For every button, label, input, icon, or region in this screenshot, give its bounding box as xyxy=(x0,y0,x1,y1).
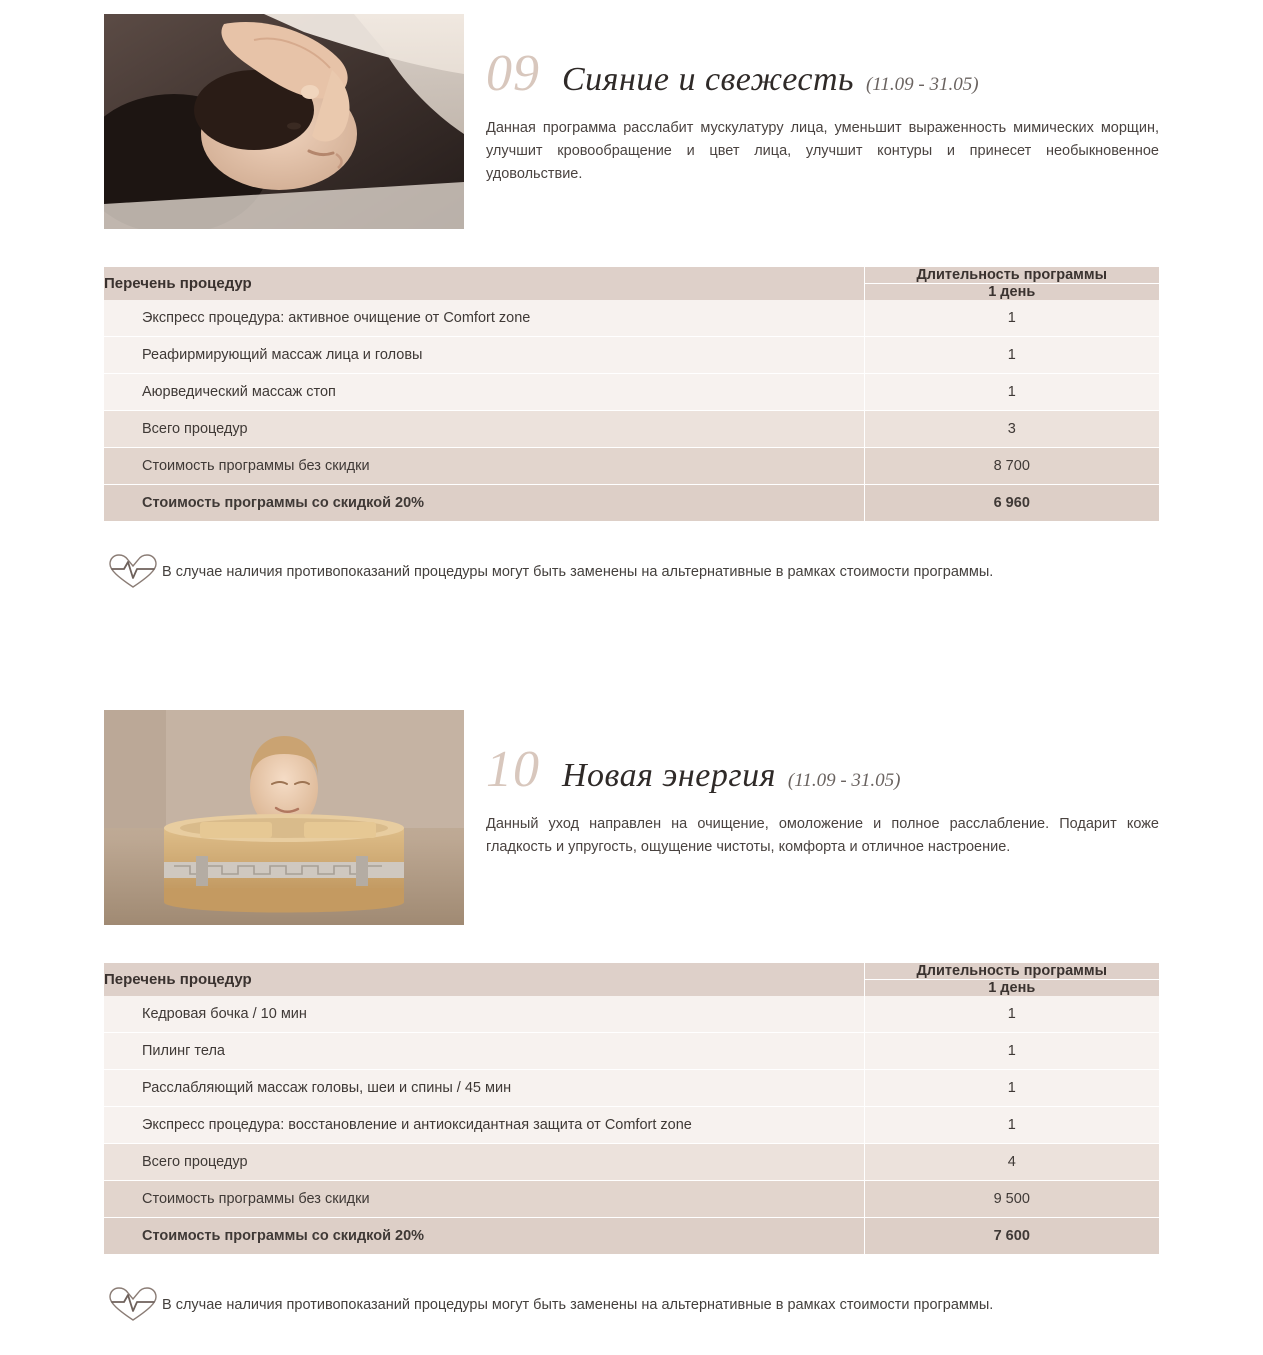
table-row-price-discount xyxy=(104,1218,1159,1255)
table-row-price-full xyxy=(104,448,1159,485)
procedure-name: Расслабляющий массаж головы, шеи и спины / 45 мин xyxy=(104,1070,864,1107)
procedure-name: Пилинг тела xyxy=(104,1033,864,1070)
table-header-row xyxy=(104,267,1159,284)
procedure-name: Аюрведический массаж стоп xyxy=(104,374,864,411)
procedure-name: Экспресс процедура: восстановление и антиоксидантная защита от Comfort zone xyxy=(104,1107,864,1144)
procedure-count: 1 xyxy=(864,1070,1159,1107)
procedure-name: Стоимость программы со скидкой 20% xyxy=(104,1218,864,1255)
procedure-name: Кедровая бочка / 10 мин xyxy=(104,996,864,1033)
procedure-name: Стоимость программы без скидки xyxy=(104,448,864,485)
procedure-count: 1 xyxy=(864,300,1159,337)
procedure-name: Экспресс процедура: активное очищение от Comfort zone xyxy=(104,300,864,337)
header-days-label: 1 день xyxy=(864,980,1159,997)
procedure-count: 3 xyxy=(864,411,1159,448)
procedure-count: 8 700 xyxy=(864,448,1159,485)
note-text: В случае наличия противопоказаний процедуры могут быть заменены на альтернативные в рамках стоимости программы. xyxy=(162,1296,994,1313)
note-text: В случае наличия противопоказаний процедуры могут быть заменены на альтернативные в рамках стоимости программы. xyxy=(162,563,994,580)
program-title-area xyxy=(464,14,1159,201)
program-block-09 xyxy=(0,14,1263,522)
program-number: 09 xyxy=(486,45,540,102)
header-duration-label: Длительность программы xyxy=(864,267,1159,284)
table-row xyxy=(104,1107,1159,1144)
table-row xyxy=(104,1070,1159,1107)
procedure-count: 7 600 xyxy=(864,1218,1159,1255)
procedure-name: Всего процедур xyxy=(104,1144,864,1181)
title-row xyxy=(486,45,1159,102)
header-days-label: 1 день xyxy=(864,284,1159,301)
program-header xyxy=(104,14,1159,229)
table-row-price-discount xyxy=(104,485,1159,522)
program-description: Данная программа расслабит мускулатуру лица, уменьшит выраженность мимических морщин, улучшит кровообращение и цвет лица, улучшит контуры и принесет необыкновенное удовольствие. xyxy=(486,120,1159,183)
procedure-name: Стоимость программы со скидкой 20% xyxy=(104,485,864,522)
procedure-count: 1 xyxy=(864,996,1159,1033)
program-header xyxy=(104,710,1159,925)
procedure-count: 1 xyxy=(864,374,1159,411)
title-row xyxy=(486,741,1159,798)
program-block-10 xyxy=(0,710,1263,1255)
heartbeat-icon xyxy=(104,552,162,592)
procedure-count: 1 xyxy=(864,337,1159,374)
program-photo-facial-massage xyxy=(104,14,464,229)
procedure-count: 9 500 xyxy=(864,1181,1159,1218)
table-row xyxy=(104,300,1159,337)
table-row xyxy=(104,996,1159,1033)
procedure-count: 6 960 xyxy=(864,485,1159,522)
program-number: 10 xyxy=(486,741,540,798)
procedure-count: 1 xyxy=(864,1033,1159,1070)
program-title: Сияние и свежесть xyxy=(562,61,854,98)
procedure-name: Всего процедур xyxy=(104,411,864,448)
note-10 xyxy=(0,1285,1263,1325)
procedures-table-10 xyxy=(104,963,1159,1255)
program-dates: (11.09 - 31.05) xyxy=(865,74,979,95)
program-photo-cedar-barrel xyxy=(104,710,464,925)
table-row xyxy=(104,374,1159,411)
header-procedures-label: Перечень процедур xyxy=(104,267,864,300)
program-dates: (11.09 - 31.05) xyxy=(787,770,901,791)
procedure-name: Стоимость программы без скидки xyxy=(104,1181,864,1218)
table-row-price-full xyxy=(104,1181,1159,1218)
table-row xyxy=(104,337,1159,374)
program-title-area xyxy=(464,710,1159,874)
table-header-row xyxy=(104,963,1159,980)
table-row-total-count xyxy=(104,1144,1159,1181)
program-description: Данный уход направлен на очищение, омоложение и полное расслабление. Подарит коже гладкость и упругость, ощущение чистоты, комфорта и отличное настроение. xyxy=(486,816,1159,856)
header-procedures-label: Перечень процедур xyxy=(104,963,864,996)
note-09 xyxy=(0,552,1263,592)
table-row-total-count xyxy=(104,411,1159,448)
procedure-count: 1 xyxy=(864,1107,1159,1144)
procedures-table-09 xyxy=(104,267,1159,522)
table-row xyxy=(104,1033,1159,1070)
header-duration-label: Длительность программы xyxy=(864,963,1159,980)
program-title: Новая энергия xyxy=(562,757,776,794)
procedure-count: 4 xyxy=(864,1144,1159,1181)
procedure-name: Реафирмирующий массаж лица и головы xyxy=(104,337,864,374)
heartbeat-icon xyxy=(104,1285,162,1325)
